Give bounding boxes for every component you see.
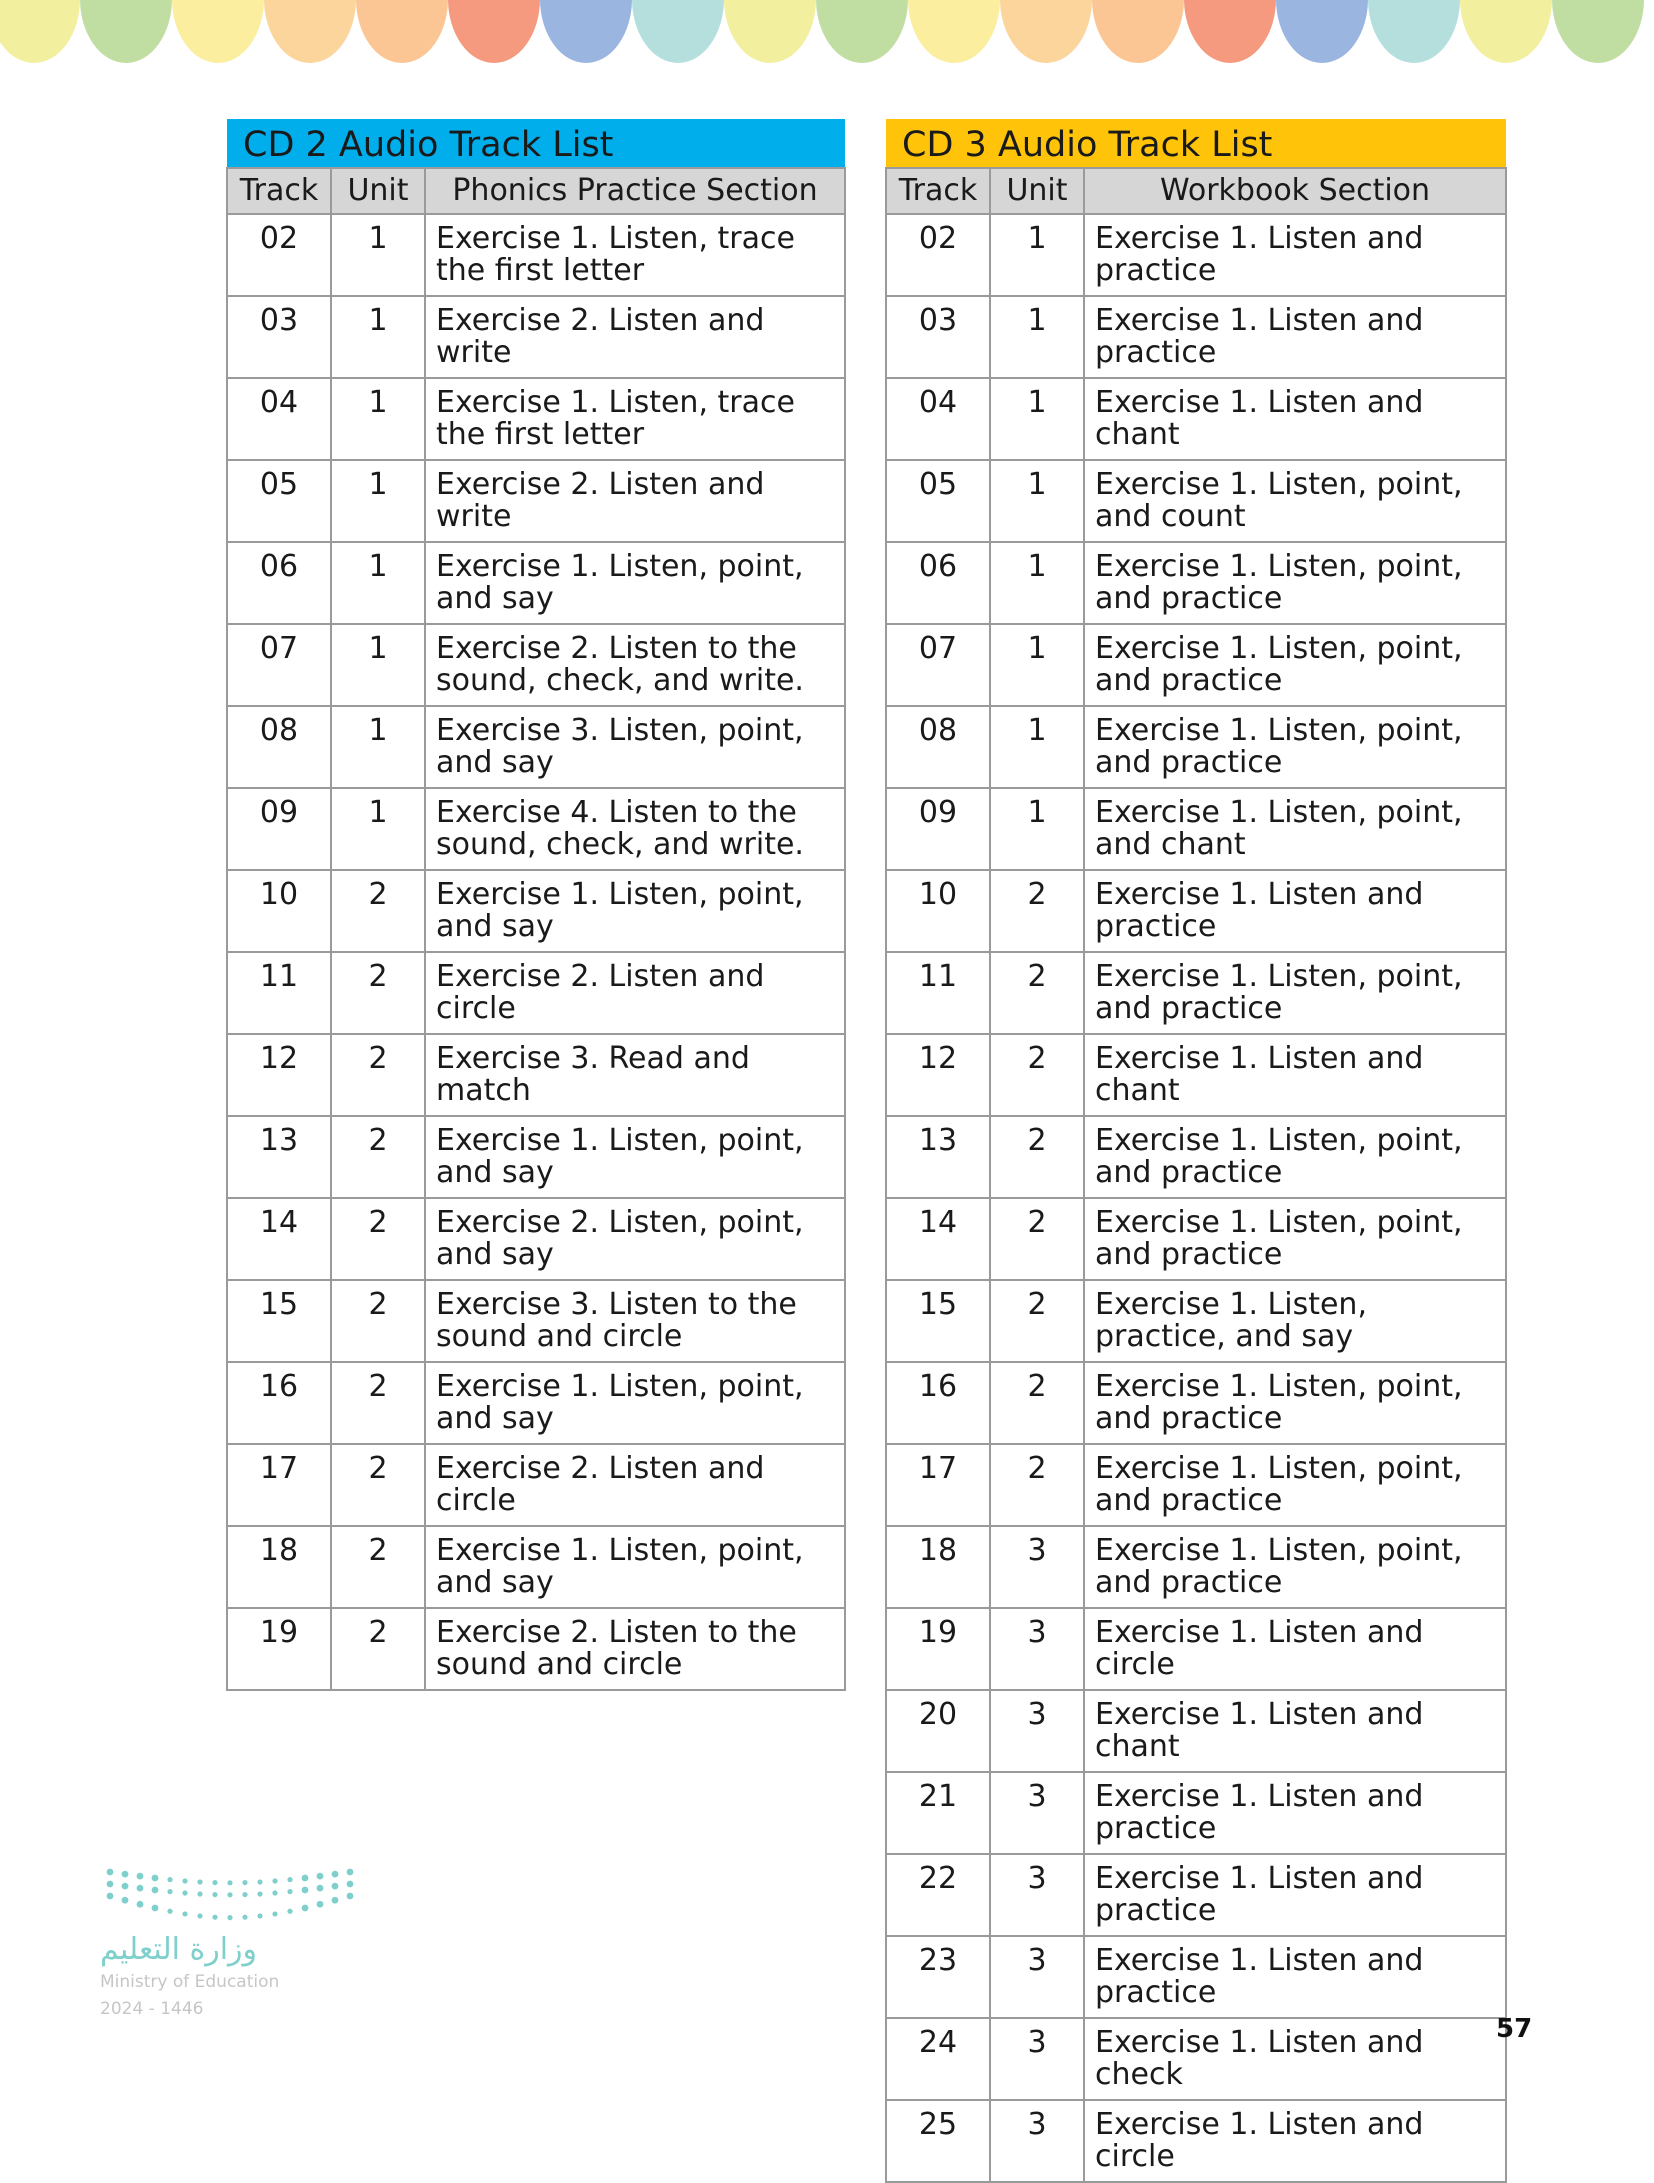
- logo-dot: [197, 1913, 202, 1918]
- scallop-shape: [172, 0, 264, 63]
- table-row: [227, 542, 845, 624]
- section-cell: Exercise 3. Listen, point, and say: [425, 706, 845, 788]
- track-cell: 08: [227, 706, 331, 788]
- section-cell: Exercise 1. Listen, point, and practice: [1084, 952, 1506, 1034]
- section-cell: Exercise 2. Listen, point, and say: [425, 1198, 845, 1280]
- logo-dot: [167, 1877, 172, 1882]
- scallop-shape: [632, 0, 724, 63]
- unit-cell: 1: [331, 788, 425, 870]
- section-cell: Exercise 1. Listen and practice: [1084, 1854, 1506, 1936]
- section-cell: Exercise 3. Read and match: [425, 1034, 845, 1116]
- logo-dot: [167, 1889, 172, 1894]
- logo-dot: [122, 1871, 129, 1878]
- track-cell: 18: [227, 1526, 331, 1608]
- logo-dot: [137, 1873, 144, 1880]
- track-cell: 14: [227, 1198, 331, 1280]
- table-row: [886, 706, 1506, 788]
- unit-cell: 2: [990, 1034, 1084, 1116]
- table-row: [227, 624, 845, 706]
- page-number: 57: [1496, 2014, 1533, 2044]
- section-cell: Exercise 1. Listen and chant: [1084, 378, 1506, 460]
- logo-dot: [272, 1878, 277, 1883]
- cd3-title: CD 3 Audio Track List: [886, 119, 1506, 168]
- table-row: [227, 1444, 845, 1526]
- scallop-shape: [356, 0, 448, 63]
- table-row: [886, 1526, 1506, 1608]
- unit-cell: 3: [990, 1526, 1084, 1608]
- section-cell: Exercise 3. Listen to the sound and circle: [425, 1280, 845, 1362]
- table-row: [886, 1198, 1506, 1280]
- unit-cell: 1: [331, 706, 425, 788]
- logo-dot: [152, 1887, 159, 1894]
- logo-dot: [107, 1869, 114, 1876]
- scallop-shape: [1460, 0, 1552, 63]
- track-cell: 04: [886, 378, 990, 460]
- table-row: [227, 1608, 845, 1690]
- track-cell: 12: [227, 1034, 331, 1116]
- scalloped-border: [0, 0, 1654, 70]
- logo-dot: [302, 1875, 309, 1882]
- section-cell: Exercise 1. Listen and circle: [1084, 1608, 1506, 1690]
- logo-dot: [197, 1891, 202, 1896]
- track-cell: 02: [886, 214, 990, 296]
- unit-cell: 2: [331, 1198, 425, 1280]
- logo-dot: [242, 1880, 247, 1885]
- unit-cell: 1: [990, 296, 1084, 378]
- logo-dot: [227, 1880, 232, 1885]
- section-cell: Exercise 1. Listen, point, and practice: [1084, 1198, 1506, 1280]
- section-cell: Exercise 1. Listen, point, and say: [425, 1362, 845, 1444]
- unit-cell: 2: [331, 952, 425, 1034]
- logo-dot: [317, 1873, 324, 1880]
- logo-dot: [272, 1890, 277, 1895]
- unit-cell: 2: [331, 870, 425, 952]
- section-cell: Exercise 1. Listen and practice: [1084, 214, 1506, 296]
- section-cell: Exercise 1. Listen, point, and say: [425, 1116, 845, 1198]
- section-cell: Exercise 1. Listen, point, and practice: [1084, 624, 1506, 706]
- track-cell: 11: [227, 952, 331, 1034]
- logo-dot: [317, 1885, 324, 1892]
- section-cell: Exercise 1. Listen and practice: [1084, 296, 1506, 378]
- logo-dot: [347, 1881, 354, 1888]
- section-cell: Exercise 1. Listen, point, and practice: [1084, 706, 1506, 788]
- unit-cell: 2: [331, 1526, 425, 1608]
- table-row: [227, 378, 845, 460]
- unit-cell: 2: [990, 1444, 1084, 1526]
- scallop-shape: [540, 0, 632, 63]
- section-cell: Exercise 2. Listen and write: [425, 460, 845, 542]
- section-cell: Exercise 1. Listen and practice: [1084, 870, 1506, 952]
- logo-dot: [287, 1909, 292, 1914]
- table-row: [886, 1116, 1506, 1198]
- unit-cell: 2: [331, 1116, 425, 1198]
- track-cell: 02: [227, 214, 331, 296]
- unit-cell: 1: [990, 460, 1084, 542]
- section-cell: Exercise 1. Listen, point, and chant: [1084, 788, 1506, 870]
- unit-cell: 1: [990, 542, 1084, 624]
- table-row: [886, 296, 1506, 378]
- unit-cell: 2: [990, 1280, 1084, 1362]
- logo-dot: [122, 1883, 129, 1890]
- section-cell: Exercise 2. Listen and circle: [425, 1444, 845, 1526]
- logo-dot: [152, 1875, 159, 1882]
- track-cell: 13: [886, 1116, 990, 1198]
- track-cell: 06: [227, 542, 331, 624]
- cd3-track-table: [885, 119, 1507, 2183]
- track-cell: 21: [886, 1772, 990, 1854]
- logo-arabic-text: وزارة التعليم: [100, 1932, 258, 1967]
- table-row: [227, 214, 845, 296]
- logo-dot: [332, 1883, 339, 1890]
- section-cell: Exercise 1. Listen, point, and count: [1084, 460, 1506, 542]
- unit-cell: 1: [990, 378, 1084, 460]
- logo-dot: [227, 1915, 232, 1920]
- logo-dot: [287, 1889, 292, 1894]
- logo-year: 2024 - 1446: [100, 1999, 204, 2019]
- scallop-shape: [908, 0, 1000, 63]
- unit-cell: 2: [990, 1198, 1084, 1280]
- logo-dot: [107, 1881, 114, 1888]
- section-cell: Exercise 2. Listen and write: [425, 296, 845, 378]
- unit-cell: 1: [990, 214, 1084, 296]
- section-cell: Exercise 1. Listen and check: [1084, 2018, 1506, 2100]
- logo-english-text: Ministry of Education: [100, 1972, 280, 1992]
- table-row: [227, 1034, 845, 1116]
- track-cell: 07: [886, 624, 990, 706]
- table-row: [886, 624, 1506, 706]
- unit-cell: 3: [990, 2018, 1084, 2100]
- table-row: [886, 952, 1506, 1034]
- logo-dot: [242, 1915, 247, 1920]
- unit-cell: 1: [990, 706, 1084, 788]
- table-row: [886, 2018, 1506, 2100]
- cd2-header-track: Track: [227, 168, 331, 214]
- logo-dot: [137, 1885, 144, 1892]
- unit-cell: 1: [331, 624, 425, 706]
- unit-cell: 1: [990, 624, 1084, 706]
- table-row: [227, 1280, 845, 1362]
- unit-cell: 2: [331, 1034, 425, 1116]
- unit-cell: 3: [990, 1608, 1084, 1690]
- unit-cell: 2: [331, 1608, 425, 1690]
- section-cell: Exercise 1. Listen, point, and practice: [1084, 542, 1506, 624]
- logo-dot: [332, 1871, 339, 1878]
- track-cell: 17: [886, 1444, 990, 1526]
- table-row: [886, 1936, 1506, 2018]
- track-cell: 05: [227, 460, 331, 542]
- scallop-shape: [448, 0, 540, 63]
- section-cell: Exercise 1. Listen and practice: [1084, 1772, 1506, 1854]
- logo-dot: [152, 1905, 159, 1912]
- track-cell: 10: [886, 870, 990, 952]
- cd2-track-table: [226, 119, 846, 1691]
- table-row: [227, 1362, 845, 1444]
- unit-cell: 1: [990, 788, 1084, 870]
- logo-dot: [212, 1880, 217, 1885]
- logo-dot: [242, 1892, 247, 1897]
- section-cell: Exercise 1. Listen, point, and say: [425, 870, 845, 952]
- logo-dot: [167, 1909, 172, 1914]
- table-row: [886, 870, 1506, 952]
- section-cell: Exercise 1. Listen, point, and say: [425, 1526, 845, 1608]
- track-cell: 03: [227, 296, 331, 378]
- unit-cell: 2: [990, 1116, 1084, 1198]
- logo-dot: [257, 1891, 262, 1896]
- scallop-shape: [0, 0, 80, 63]
- unit-cell: 2: [331, 1362, 425, 1444]
- logo-dot: [302, 1905, 309, 1912]
- track-cell: 19: [227, 1608, 331, 1690]
- table-row: [886, 1854, 1506, 1936]
- unit-cell: 2: [331, 1280, 425, 1362]
- track-cell: 20: [886, 1690, 990, 1772]
- track-cell: 17: [227, 1444, 331, 1526]
- section-cell: Exercise 1. Listen, trace the first letter: [425, 214, 845, 296]
- logo-dot: [182, 1878, 187, 1883]
- track-cell: 13: [227, 1116, 331, 1198]
- table-row: [886, 1034, 1506, 1116]
- unit-cell: 3: [990, 1690, 1084, 1772]
- section-cell: Exercise 2. Listen to the sound, check, and write.: [425, 624, 845, 706]
- unit-cell: 1: [331, 296, 425, 378]
- unit-cell: 1: [331, 378, 425, 460]
- track-cell: 06: [886, 542, 990, 624]
- logo-dot: [197, 1879, 202, 1884]
- scallop-shape: [724, 0, 816, 63]
- cd3-header-unit: Unit: [990, 168, 1084, 214]
- scallop-shape: [80, 0, 172, 63]
- unit-cell: 1: [331, 460, 425, 542]
- scallop-shape: [1092, 0, 1184, 63]
- section-cell: Exercise 1. Listen, point, and say: [425, 542, 845, 624]
- cd2-title: CD 2 Audio Track List: [227, 119, 845, 168]
- table-row: [227, 1198, 845, 1280]
- unit-cell: 3: [990, 1854, 1084, 1936]
- unit-cell: 3: [990, 2100, 1084, 2182]
- section-cell: Exercise 1. Listen and practice: [1084, 1936, 1506, 2018]
- table-row: [886, 214, 1506, 296]
- unit-cell: 1: [331, 542, 425, 624]
- section-cell: Exercise 1. Listen, point, and practice: [1084, 1362, 1506, 1444]
- logo-dot: [182, 1890, 187, 1895]
- section-cell: Exercise 1. Listen and chant: [1084, 1034, 1506, 1116]
- logo-dot: [272, 1911, 277, 1916]
- unit-cell: 3: [990, 1772, 1084, 1854]
- track-cell: 24: [886, 2018, 990, 2100]
- section-cell: Exercise 1. Listen, point, and practice: [1084, 1526, 1506, 1608]
- unit-cell: 2: [331, 1444, 425, 1526]
- section-cell: Exercise 1. Listen and circle: [1084, 2100, 1506, 2182]
- logo-dot: [287, 1877, 292, 1882]
- table-row: [886, 788, 1506, 870]
- track-cell: 05: [886, 460, 990, 542]
- track-cell: 16: [227, 1362, 331, 1444]
- track-cell: 04: [227, 378, 331, 460]
- track-cell: 10: [227, 870, 331, 952]
- logo-dot: [257, 1879, 262, 1884]
- section-cell: Exercise 4. Listen to the sound, check, and write.: [425, 788, 845, 870]
- table-row: [227, 788, 845, 870]
- logo-dot: [212, 1915, 217, 1920]
- table-row: [227, 870, 845, 952]
- table-row: [886, 1444, 1506, 1526]
- cd2-header-section: Phonics Practice Section: [425, 168, 845, 214]
- section-cell: Exercise 1. Listen, point, and practice: [1084, 1116, 1506, 1198]
- logo-dot: [227, 1892, 232, 1897]
- unit-cell: 2: [990, 1362, 1084, 1444]
- section-cell: Exercise 2. Listen to the sound and circle: [425, 1608, 845, 1690]
- logo-dot: [122, 1897, 129, 1904]
- table-row: [886, 378, 1506, 460]
- scallop-shape: [1552, 0, 1644, 63]
- table-row: [227, 1526, 845, 1608]
- track-cell: 25: [886, 2100, 990, 2182]
- track-cell: 15: [227, 1280, 331, 1362]
- table-row: [886, 1608, 1506, 1690]
- logo-dot: [332, 1897, 339, 1904]
- cd3-header-track: Track: [886, 168, 990, 214]
- section-cell: Exercise 1. Listen, point, and practice: [1084, 1444, 1506, 1526]
- cd2-header-unit: Unit: [331, 168, 425, 214]
- table-row: [227, 1116, 845, 1198]
- section-cell: Exercise 1. Listen and chant: [1084, 1690, 1506, 1772]
- table-row: [227, 296, 845, 378]
- unit-cell: 2: [990, 870, 1084, 952]
- logo-dot: [137, 1901, 144, 1908]
- track-cell: 16: [886, 1362, 990, 1444]
- track-cell: 19: [886, 1608, 990, 1690]
- track-cell: 03: [886, 296, 990, 378]
- logo-dot: [347, 1893, 354, 1900]
- track-cell: 23: [886, 1936, 990, 2018]
- scallop-shape: [264, 0, 356, 63]
- track-cell: 09: [886, 788, 990, 870]
- track-cell: 12: [886, 1034, 990, 1116]
- track-cell: 07: [227, 624, 331, 706]
- logo-dot: [182, 1911, 187, 1916]
- scallop-shape: [1000, 0, 1092, 63]
- table-row: [886, 1772, 1506, 1854]
- logo-dot: [347, 1869, 354, 1876]
- scallop-shape: [1276, 0, 1368, 63]
- logo-dot: [107, 1893, 114, 1900]
- table-row: [227, 706, 845, 788]
- track-cell: 09: [227, 788, 331, 870]
- unit-cell: 2: [990, 952, 1084, 1034]
- track-cell: 15: [886, 1280, 990, 1362]
- unit-cell: 1: [331, 214, 425, 296]
- logo-dot: [212, 1892, 217, 1897]
- section-cell: Exercise 1. Listen, trace the first letter: [425, 378, 845, 460]
- section-cell: Exercise 1. Listen, practice, and say: [1084, 1280, 1506, 1362]
- scallop-shape: [816, 0, 908, 63]
- track-cell: 22: [886, 1854, 990, 1936]
- section-cell: Exercise 2. Listen and circle: [425, 952, 845, 1034]
- logo-dot: [302, 1887, 309, 1894]
- table-row: [886, 1280, 1506, 1362]
- unit-cell: 3: [990, 1936, 1084, 2018]
- track-cell: 14: [886, 1198, 990, 1280]
- track-cell: 18: [886, 1526, 990, 1608]
- table-row: [886, 460, 1506, 542]
- table-row: [227, 952, 845, 1034]
- track-cell: 08: [886, 706, 990, 788]
- logo-dot: [317, 1901, 324, 1908]
- cd3-header-section: Workbook Section: [1084, 168, 1506, 214]
- table-row: [227, 460, 845, 542]
- table-row: [886, 2100, 1506, 2182]
- table-row: [886, 542, 1506, 624]
- scallop-shape: [1184, 0, 1276, 63]
- scallop-shape: [1368, 0, 1460, 63]
- table-row: [886, 1690, 1506, 1772]
- table-row: [886, 1362, 1506, 1444]
- track-cell: 11: [886, 952, 990, 1034]
- logo-dot: [257, 1913, 262, 1918]
